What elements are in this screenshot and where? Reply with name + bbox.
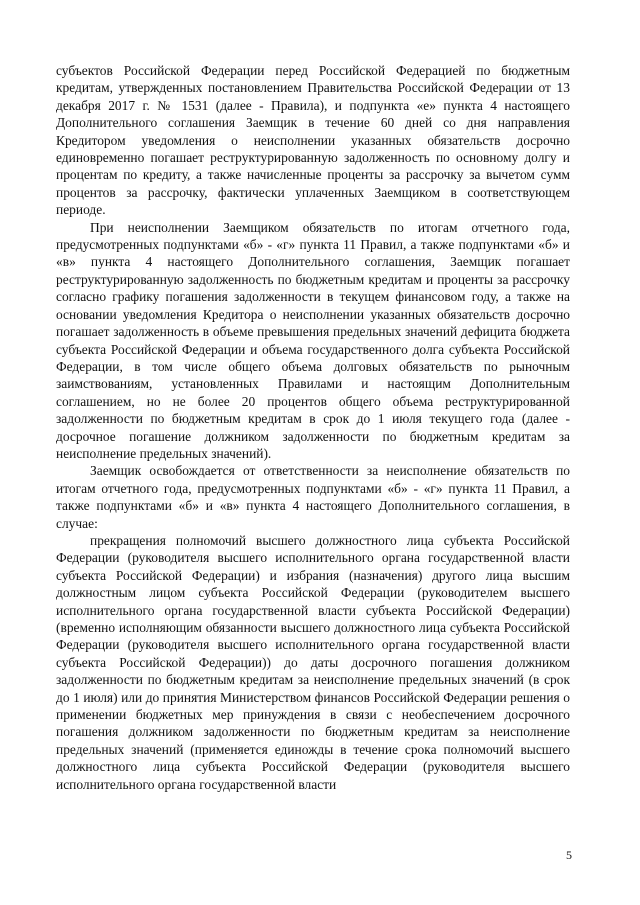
document-body <box>56 62 570 793</box>
paragraph-exemption: Заемщик освобождается от ответственности за неисполнение обязательств по итогам отчетного года, предусмотренных подпунктами «б» - «г» пункта 11 Правил, а также подпунктами «б» и «в» пункта 4 настоящего Дополнительного соглашения, в случае: <box>56 463 570 531</box>
paragraph-nonfulfillment: При неисполнении Заемщиком обязательств по итогам отчетного года, предусмотренных подпунктами «б» - «г» пункта 11 Правил, а также подпунктами «б» и «в» пункта 4 настоящего Дополнительного соглашения, Заемщик погашает реструктурированную задолженность по бюджетным кредитам и проценты за рассрочку согласно графику погашения задолженности в текущем финансовом году, а также на основании уведомления Кредитора о неисполнении указанных обязательств досрочно погашает задолженность в объеме превышения предельных значений дефицита бюджета субъекта Российской Федерации и объема государственного долга субъекта Российской Федерации, в том числе общего объема долговых обязательств по рыночным заимствованиям, установленных Правилами и настоящим Дополнительным соглашением, но не более 20 процентов общего объема реструктурированной задолженности по бюджетным кредитам в срок до 1 июля текущего года (далее - досрочное погашение должником задолженности по бюджетным кредитам за неисполнение предельных значений). <box>56 219 570 461</box>
page-number: 5 <box>566 848 572 862</box>
paragraph-termination-case: прекращения полномочий высшего должностного лица субъекта Российской Федерации (руководителя высшего исполнительного органа государственной власти субъекта Российской Федерации) и избрания (назначения) другого лица высшим должностным лицом субъекта Российской Федерации (руководителем высшего исполнительного органа государственной власти субъекта Российской Федерации) (временно исполняющим обязанности высшего должностного лица субъекта Российской Федерации (руководителя высшего исполнительного органа государственной власти субъекта Российской Федерации)) до даты досрочного погашения должником задолженности по бюджетным кредитам за неисполнение предельных значений (в срок до 1 июля) или до принятия Министерством финансов Российской Федерации решения о применении бюджетных мер принуждения в связи с необеспечением досрочного погашения должником задолженности по бюджетным кредитам за неисполнение предельных значений (применяется единожды в течение срока полномочий высшего должностного лица субъекта Российской Федерации (руководителя высшего исполнительного органа государственной власти <box>56 532 570 792</box>
paragraph-continuation: субъектов Российской Федерации перед Российской Федерацией по бюджетным кредитам, утвержденных постановлением Правительства Российской Федерации от 13 декабря 2017 г. № 1531 (далее - Правила), и подпункта «е» пункта 4 настоящего Дополнительного соглашения Заемщик в течение 60 дней со дня направления Кредитором уведомления о неисполнении указанных обязательств досрочно единовременно погашает реструктурированную задолженность по основному долгу и процентам по кредиту, а также начисленные проценты за рассрочку за вычетом сумм процентов за рассрочку, фактически уплаченных Заемщиком в соответствующем периоде. <box>56 63 570 218</box>
